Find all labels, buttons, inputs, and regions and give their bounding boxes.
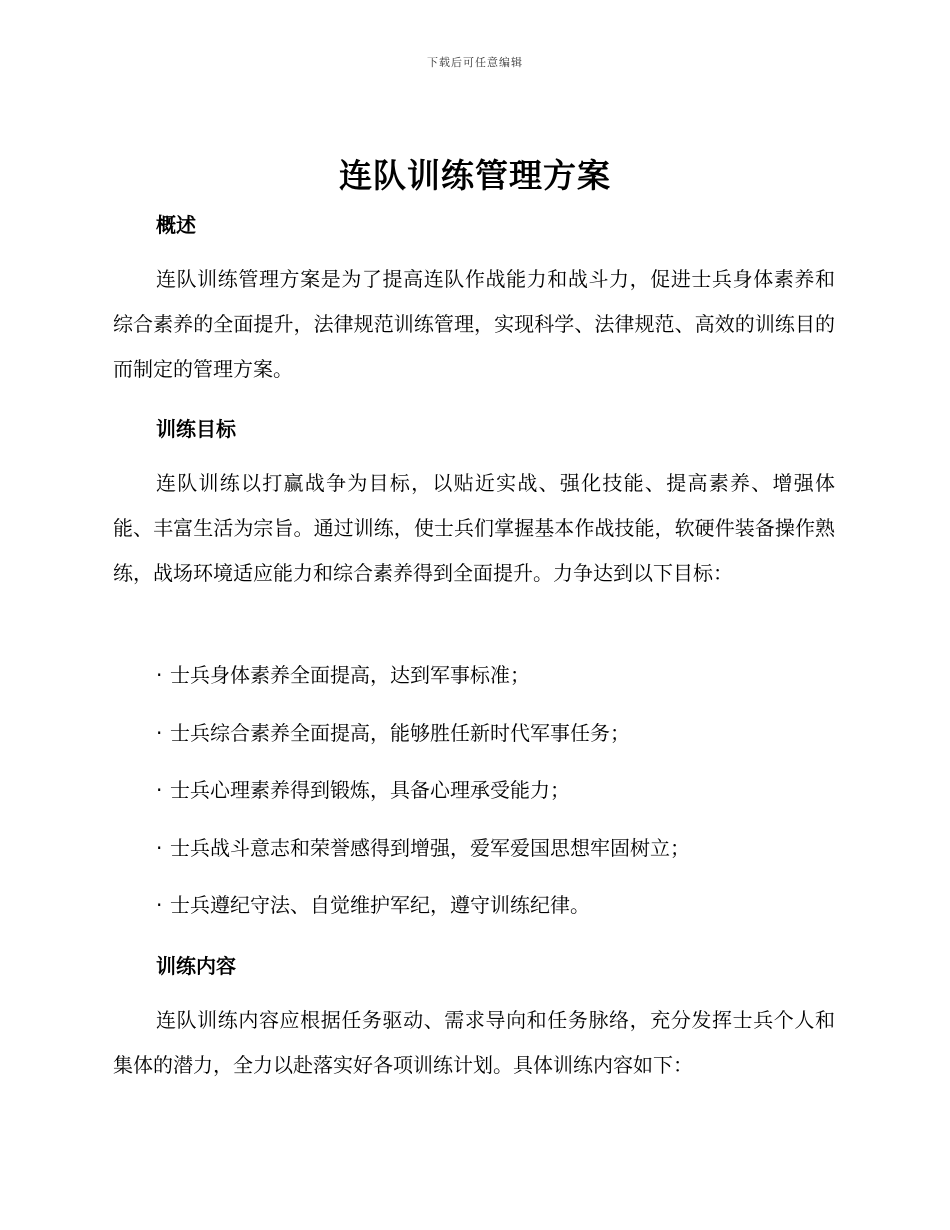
goals-bullet-list (156, 655, 690, 943)
goals-paragraph: 连队训练以打赢战争为目标，以贴近实战、强化技能、提高素养、增强体能、丰富生活为宗旨。通过训练，使士兵们掌握基本作战技能，软硬件装备操作熟练，战场环境适应能力和综合素养得到全面提升。力争达到以下目标： (113, 471, 835, 585)
overview-paragraph: 连队训练管理方案是为了提高连队作战能力和战斗力，促进士兵身体素养和综合素养的全面提升，法律规范训练管理，实现科学、法律规范、高效的训练目的而制定的管理方案。 (113, 267, 835, 381)
section-heading-overview: 概述 (156, 213, 196, 237)
section-heading-goals: 训练目标 (156, 417, 236, 441)
list-item-text: 士兵心理素养得到锻炼，具备心理承受能力； (170, 778, 570, 802)
content-paragraph: 连队训练内容应根据任务驱动、需求导向和任务脉络，充分发挥士兵个人和集体的潜力，全力以赴落实好各项训练计划。具体训练内容如下： (113, 1008, 835, 1077)
list-item-text: 士兵战斗意志和荣誉感得到增强，爱军爱国思想牢固树立； (170, 835, 690, 860)
bullet-dot-icon: · (156, 778, 163, 802)
header-note: 下载后可任意编辑 (427, 56, 523, 69)
list-item (156, 885, 690, 943)
section-heading-content: 训练内容 (156, 954, 236, 978)
list-item (156, 828, 690, 886)
list-item (156, 713, 690, 771)
list-item (156, 655, 690, 713)
bullet-dot-icon: · (156, 835, 163, 860)
bullet-dot-icon: · (156, 663, 163, 687)
bullet-dot-icon: · (156, 893, 163, 917)
document-title: 连队训练管理方案 (339, 156, 611, 195)
list-item-text: 士兵身体素养全面提高，达到军事标准； (170, 663, 530, 687)
list-item (156, 770, 690, 828)
bullet-dot-icon: · (156, 720, 163, 745)
list-item-text: 士兵综合素养全面提高，能够胜任新时代军事任务； (170, 720, 630, 745)
list-item-text: 士兵遵纪守法、自觉维护军纪，遵守训练纪律。 (170, 893, 590, 917)
